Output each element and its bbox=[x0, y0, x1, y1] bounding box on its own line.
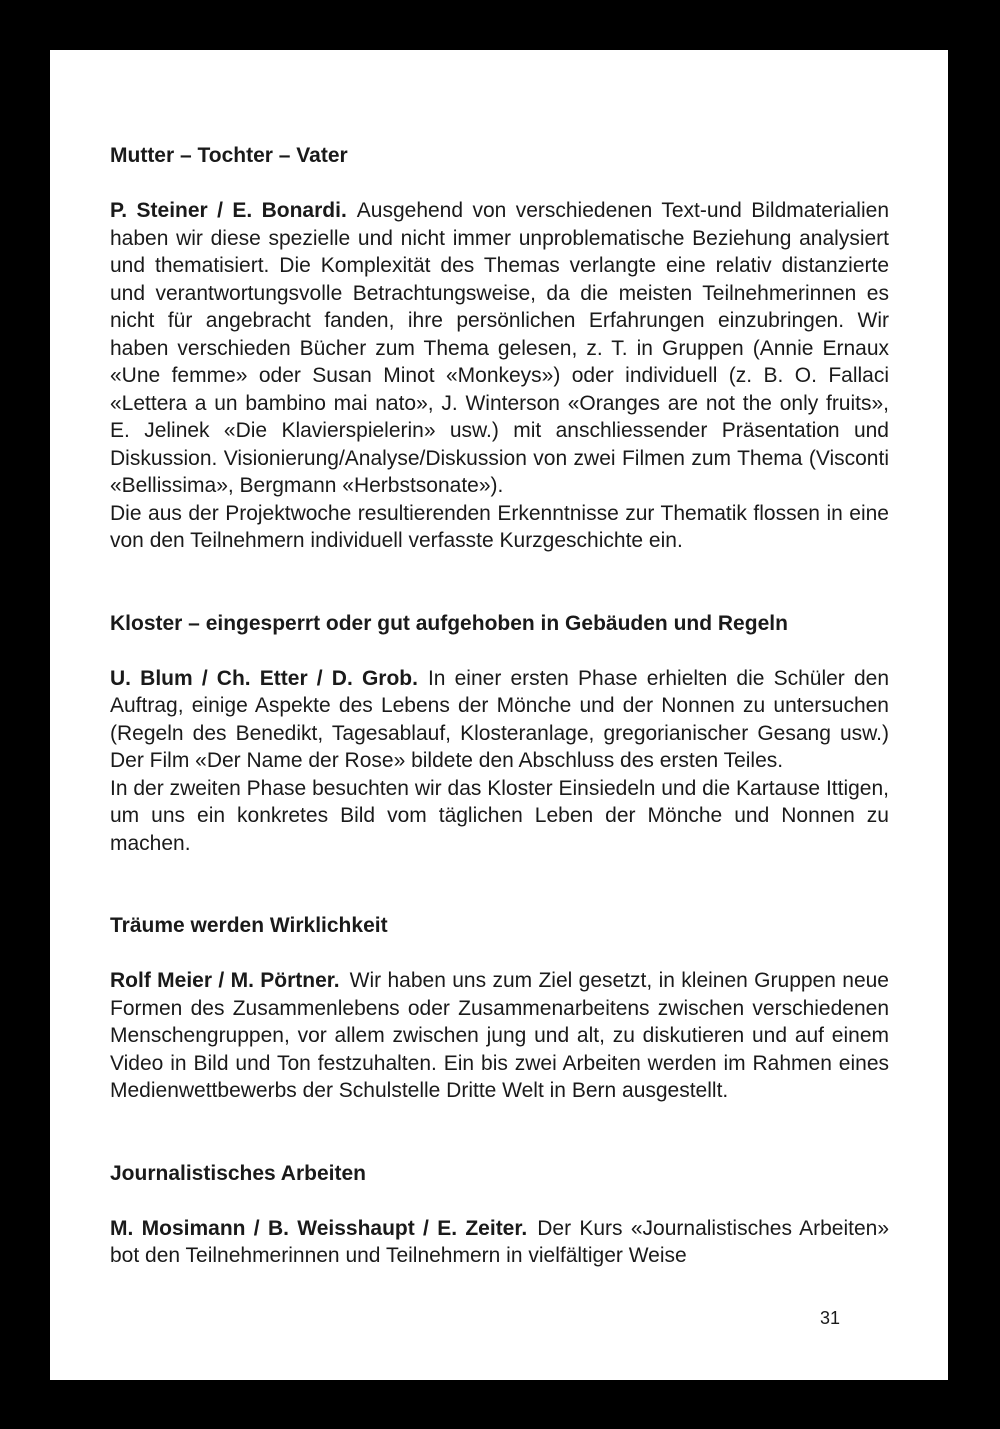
section-kloster bbox=[110, 610, 889, 858]
section-paragraph: In der zweiten Phase besuchten wir das Kloster Einsiedeln und die Kartause Ittigen, um uns ein konkretes Bild vom täglichen Leben der Mönche und Nonnen zu machen. bbox=[110, 776, 889, 855]
section-authors: P. Steiner / E. Bonardi. bbox=[110, 199, 347, 222]
section-paragraph: Die aus der Projektwoche resultierenden Erkenntnisse zur Thematik flossen in eine von den Teilnehmern individuell verfasste Kurzgeschichte ein. bbox=[110, 501, 889, 552]
section-journalistisches-arbeiten bbox=[110, 1160, 889, 1270]
section-paragraph bbox=[110, 665, 889, 775]
paragraph-text: Der Kurs «Journalistisches Arbeiten» bot den Teilnehmerinnen und Teilnehmern in vielfältiger Weise bbox=[110, 1216, 889, 1267]
page-number: 31 bbox=[820, 1308, 841, 1328]
section-paragraph bbox=[110, 967, 889, 1105]
section-authors: Rolf Meier / M. Pörtner. bbox=[110, 969, 340, 992]
section-mutter-tochter-vater bbox=[110, 142, 889, 555]
section-heading: Träume werden Wirklichkeit bbox=[110, 914, 388, 937]
section-heading: Mutter – Tochter – Vater bbox=[110, 144, 348, 167]
section-heading: Journalistisches Arbeiten bbox=[110, 1161, 366, 1185]
section-traeume bbox=[110, 912, 889, 1105]
section-authors: U. Blum / Ch. Etter / D. Grob. bbox=[110, 666, 418, 690]
section-paragraph bbox=[110, 1215, 889, 1270]
section-authors: M. Mosimann / B. Weisshaupt / E. Zeiter. bbox=[110, 1216, 528, 1240]
document-page bbox=[50, 50, 948, 1380]
paragraph-text: Ausgehend von verschiedenen Text-und Bildmaterialien haben wir diese spezielle und nicht immer unproblematische Beziehung analysiert und thematisiert. Die Komplexität des Themas verlangte eine relativ distanzierte und verantwortungsvolle Betrachtungsweise, da die meisten Teilnehmerinnen es nicht für angebracht fanden, ihre persönlichen Erfahrungen einzubringen. Wir haben verschieden Bücher zum Thema gelesen, z. T. in Gruppen (Annie Ernaux «Une femme» oder Susan Minot «Monkeys») oder individuell (z. B. O. Fallaci «Lettera a un bambino mai nato», J. Winterson «Oranges are not the only fruits», E. Jelinek «Die Klavierspielerin» usw.) mit anschliessender Präsentation und Diskussion. Visionierung/Analyse/Diskussion von zwei Filmen zum Thema (Visconti «Bellissima», Bergmann «Herbstsonate»). bbox=[110, 199, 889, 497]
page-content bbox=[110, 142, 889, 1270]
section-heading: Kloster – eingesperrt oder gut aufgehoben in Gebäuden und Regeln bbox=[110, 611, 788, 635]
paragraph-text: Wir haben uns zum Ziel gesetzt, in kleinen Gruppen neue Formen des Zusammenlebens oder Zusammenarbeitens zwischen verschiedenen Menschengruppen, vor allem zwischen jung und alt, zu diskutieren und auf einem Video in Bild und Ton festzuhalten. Ein bis zwei Arbeiten werden im Rahmen eines Medienwettbewerbs der Schulstelle Dritte Welt in Bern ausgestellt. bbox=[110, 969, 889, 1102]
paragraph-text: In einer ersten Phase erhielten die Schüler den Auftrag, einige Aspekte des Lebens der Mönche und der Nonnen zu untersuchen (Regeln des Benedikt, Tagesablauf, Klosteranlage, gregorianischer Gesang usw.) Der Film «Der Name der Rose» bildete den Abschluss des ersten Teiles. bbox=[110, 666, 889, 772]
section-paragraph bbox=[110, 197, 889, 500]
